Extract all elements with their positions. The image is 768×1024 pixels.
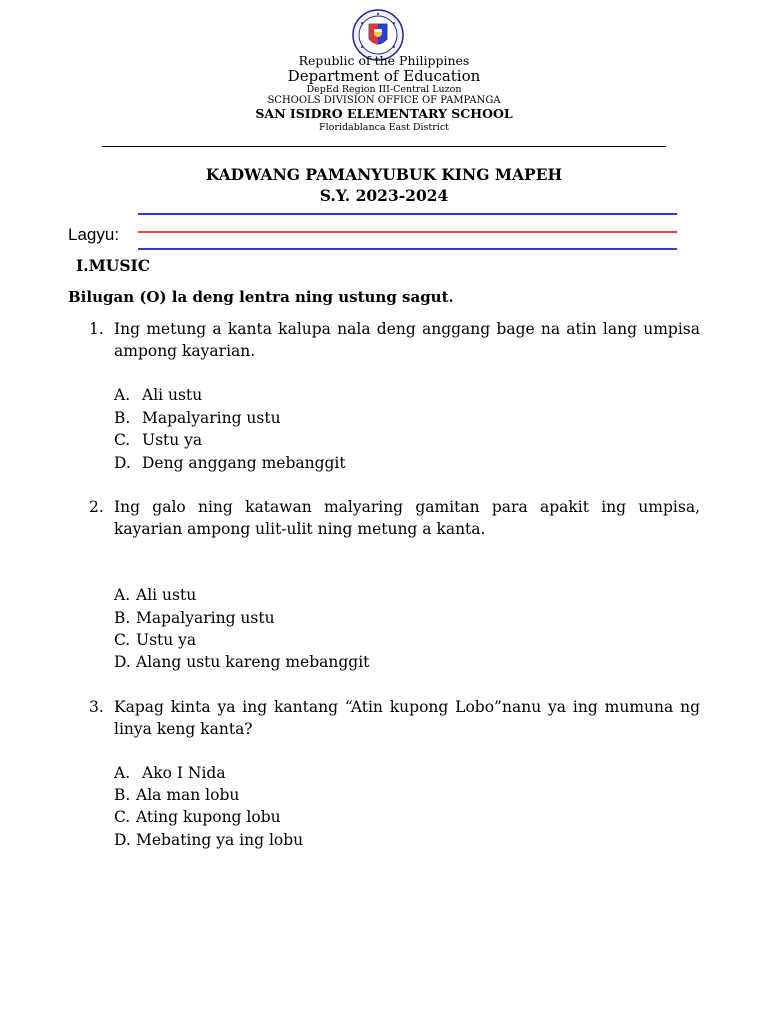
exam-title: KADWANG PAMANYUBUK KING MAPEH [205, 165, 563, 184]
option-letter[interactable]: B. [114, 409, 131, 427]
question-2 [0, 496, 768, 568]
question-text: Ing metung a kanta kalupa nala deng anggang bage na atin lang umpisa ampong kayarian. [114, 320, 700, 360]
question-text: Kapag kinta ya ing kantang “Atin kupong Lobo”nanu ya ing mumuna ng linya keng kanta? [114, 698, 700, 738]
option-text: Ala man lobu [136, 786, 240, 804]
option-text: Alang ustu kareng mebanggit [136, 653, 370, 671]
option-letter[interactable]: C. [114, 631, 131, 649]
option-letter[interactable]: D. [114, 454, 131, 472]
option-letter[interactable]: D. [114, 653, 131, 671]
option-letter[interactable]: A. [114, 386, 131, 404]
division-label: SCHOOLS DIVISION OFFICE OF PAMPANGA [267, 95, 501, 106]
section-heading: I.MUSIC [76, 256, 151, 275]
option-text: Ako I Nida [142, 764, 226, 782]
school-year: S.Y. 2023-2024 [319, 186, 449, 205]
question-number: 1. [89, 320, 104, 338]
instructions: Bilugan (O) la deng lentra ning ustung sagut. [68, 288, 454, 306]
option-letter[interactable]: A. [114, 764, 131, 782]
question-3 [0, 696, 768, 746]
option-letter[interactable]: D. [114, 831, 131, 849]
option-text: Ating kupong lobu [136, 808, 281, 826]
department-label: Department of Education [287, 67, 481, 85]
option-text: Ali ustu [142, 386, 203, 404]
question-number: 3. [89, 698, 104, 716]
name-label: Lagyu: [68, 225, 120, 244]
ruled-line-bottom [138, 248, 677, 250]
option-text: Deng anggang mebanggit [142, 454, 346, 472]
question-text: Ing galo ning katawan malyaring gamitan para apakit ing umpisa, kayarian ampong ulit-ulit ning metung a kanta. [114, 498, 700, 538]
option-text: Mebating ya ing lobu [136, 831, 304, 849]
header-divider [102, 146, 666, 147]
option-text: Ali ustu [136, 586, 197, 604]
option-text: Mapalyaring ustu [136, 609, 275, 627]
school-name: SAN ISIDRO ELEMENTARY SCHOOL [255, 106, 513, 121]
option-text: Ustu ya [142, 431, 203, 449]
option-letter[interactable]: B. [114, 786, 131, 804]
option-text: Mapalyaring ustu [142, 409, 281, 427]
district-label: Floridablanca East District [319, 122, 449, 133]
option-letter[interactable]: C. [114, 431, 131, 449]
option-text: Ustu ya [136, 631, 197, 649]
ruled-line-top [138, 213, 677, 215]
republic-label: Republic of the Philippines [298, 53, 470, 68]
option-letter[interactable]: B. [114, 609, 131, 627]
question-number: 2. [89, 498, 104, 516]
option-letter[interactable]: A. [114, 586, 131, 604]
name-writing-line[interactable] [138, 231, 677, 233]
region-label: DepEd Region III-Central Luzon [306, 84, 462, 95]
question-1 [0, 318, 768, 368]
option-letter[interactable]: C. [114, 808, 131, 826]
